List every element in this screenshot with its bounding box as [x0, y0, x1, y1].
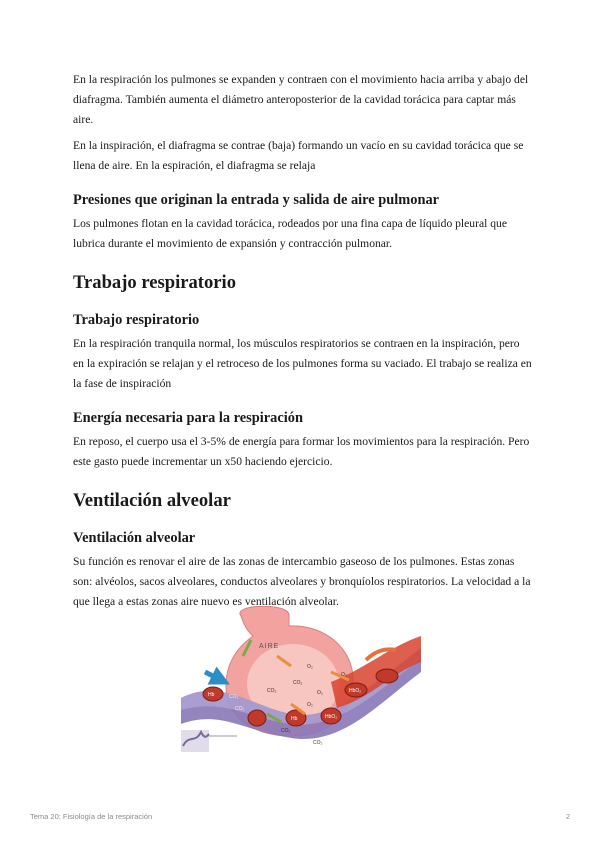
- gas-label: CO₂: [293, 680, 303, 686]
- cell-label: Hb: [208, 692, 215, 698]
- gas-label: O₂: [307, 664, 313, 670]
- subheading: Energía necesaria para la respiración: [73, 410, 303, 426]
- section-heading: Ventilación alveolar: [73, 490, 231, 511]
- cell-label: HbO₂: [325, 714, 338, 720]
- section-heading: Trabajo respiratorio: [73, 272, 237, 293]
- paragraph: En la respiración los pulmones se expanden y contraen con el movimiento hacia arriba y abajo del diafragma. También aumenta el diámetro anteroposterior de la cavidad torácica para captar más aire.: [73, 73, 529, 126]
- air-label: AIRE: [259, 643, 280, 650]
- subheading: Trabajo respiratorio: [73, 312, 200, 328]
- document-body: [73, 70, 533, 618]
- gas-label: O₂: [341, 672, 347, 678]
- cell-label: HbO₂: [349, 688, 362, 694]
- gas-label: CO₂: [235, 706, 245, 712]
- page-footer: [30, 812, 570, 821]
- page-number: 2: [565, 812, 570, 821]
- gas-label: O₂: [317, 690, 323, 696]
- paragraph: Los pulmones flotan en la cavidad torácica, rodeados por una fina capa de líquido pleural que lubrica durante el movimiento de expansión y contracción pulmonar.: [73, 217, 507, 250]
- gas-label: CO₂: [313, 740, 323, 746]
- paragraph: Su función es renovar el aire de las zonas de intercambio gaseoso de los pulmones. Estas zonas son: alvéolos, sacos alveolares, conductos alveolares y bronquíolos respiratorios. La velocidad a la que llega a estas zonas aire nuevo es ventilación alveolar.: [73, 555, 531, 608]
- footer-title: Tema 20: Fisiología de la respiración: [30, 812, 153, 821]
- gas-label: CO₂: [267, 688, 277, 694]
- paragraph: En la respiración tranquila normal, los músculos respiratorios se contraen en la inspiración, pero en la expiración se relajan y el retroceso de los pulmones forma su vaciado. El trabajo se realiza en la fase de inspiración: [73, 337, 532, 390]
- gas-label: CO₂: [229, 694, 239, 700]
- subheading: Ventilación alveolar: [73, 530, 196, 546]
- gas-label: CO₂: [281, 728, 291, 734]
- inset-thumbnail: [181, 730, 237, 752]
- alveolus-illustration: [181, 606, 421, 756]
- subheading: Presiones que originan la entrada y salida de aire pulmonar: [73, 192, 440, 208]
- paragraph: En la inspiración, el diafragma se contrae (baja) formando un vacío en su cavidad torácica que se llena de aire. En la espiración, el diafragma se relaja: [73, 139, 524, 172]
- cell-label: Hb: [291, 716, 298, 722]
- paragraph: En reposo, el cuerpo usa el 3-5% de energía para formar los movimientos para la respiración. Pero este gasto puede incrementar un x50 haciendo ejercicio.: [73, 435, 530, 468]
- gas-label: O₂: [307, 702, 313, 708]
